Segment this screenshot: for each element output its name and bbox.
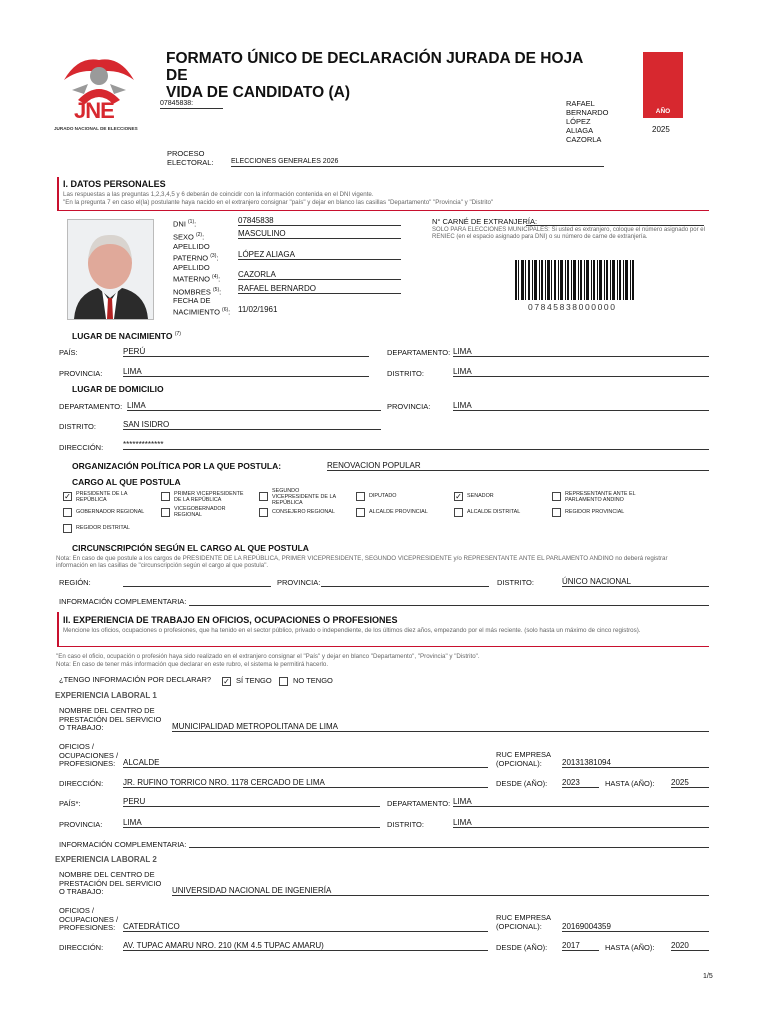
exp2-ruc-label bbox=[496, 914, 551, 931]
exp1-pais-field: PERU bbox=[123, 797, 380, 807]
fecha-superscript: (6) bbox=[222, 306, 229, 313]
exp1-prov-field: LIMA bbox=[123, 818, 380, 828]
exp1-oficio-label-1: OFICIOS / bbox=[59, 742, 95, 751]
exp1-dist-field: LIMA bbox=[453, 818, 709, 828]
yes-label: SÍ TENGO bbox=[236, 676, 272, 685]
dom-depto-label: DEPARTAMENTO: bbox=[59, 402, 123, 411]
exp1-info-field bbox=[189, 838, 709, 848]
exp1-hasta-label: HASTA (AÑO): bbox=[605, 779, 655, 788]
exp1-centro-label bbox=[59, 707, 161, 733]
exp1-pais-label: PAÍS*: bbox=[59, 799, 81, 808]
no-checkbox[interactable] bbox=[279, 677, 288, 686]
info-label: INFORMACIÓN COMPLEMENTARIA: bbox=[59, 597, 187, 606]
jne-brand: JNE bbox=[74, 98, 114, 123]
prov-field: LIMA bbox=[123, 367, 369, 377]
section2-header bbox=[57, 612, 709, 647]
lugar-nac-superscript: (7) bbox=[174, 331, 181, 338]
exp1-dist-label: DISTRITO: bbox=[387, 820, 424, 829]
exp2-oficio-label-1: OFICIOS / bbox=[59, 906, 95, 915]
exp1-info-label: INFORMACIÓN COMPLEMENTARIA: bbox=[59, 840, 187, 849]
dist-label: DISTRITO: bbox=[387, 369, 424, 378]
exp2-centro-field: UNIVERSIDAD NACIONAL DE INGENIERÍA bbox=[172, 886, 709, 896]
exp2-oficio-label-3: PROFESIONES: bbox=[59, 923, 116, 932]
exp2-hasta-field: 2020 bbox=[671, 941, 709, 951]
exp1-ruc-label-1: RUC EMPRESA bbox=[496, 750, 552, 759]
name-part: ALIAGA bbox=[566, 126, 594, 135]
section1-header bbox=[57, 177, 709, 211]
exp2-ruc-label-2: (OPCIONAL): bbox=[496, 921, 542, 931]
checkbox[interactable] bbox=[259, 508, 268, 517]
year-value: 2025 bbox=[652, 125, 670, 134]
sexo-label-text: SEXO bbox=[173, 232, 194, 242]
checkbox-label: VICEGOBERNADOR REGIONAL bbox=[174, 506, 226, 518]
dni-label: DNI $^{(1)}$: bbox=[173, 219, 197, 229]
ap-mat-field: CAZORLA bbox=[238, 270, 401, 280]
process-label-2: ELECTORAL: bbox=[167, 157, 214, 167]
sexo-superscript: (2) bbox=[195, 232, 203, 238]
exp2-centro-label-1: NOMBRE DEL CENTRO DE bbox=[59, 870, 155, 879]
region-field bbox=[123, 577, 271, 587]
exp2-dir-field: AV. TUPAC AMARU NRO. 210 (KM 4.5 TUPAC AMARU) bbox=[123, 941, 488, 951]
depto-label: DEPARTAMENTO: bbox=[387, 348, 451, 357]
fecha-label: FECHA DE NACIMIENTO $^{(6)}$: bbox=[173, 296, 231, 316]
exp2-centro-label-3: O TRABAJO: bbox=[59, 887, 104, 896]
nombres-superscript: (5) bbox=[213, 287, 220, 293]
year-tab bbox=[643, 52, 683, 118]
section1-title: I. DATOS PERSONALES bbox=[63, 179, 166, 189]
checkbox-label: SENADOR bbox=[467, 493, 494, 499]
nombres-label-text: NOMBRES bbox=[173, 287, 211, 297]
checkbox-label: GOBERNADOR REGIONAL bbox=[76, 509, 145, 515]
checkbox[interactable] bbox=[63, 524, 72, 533]
exp1-title: EXPERIENCIA LABORAL 1 bbox=[55, 691, 157, 700]
year-label: AÑO bbox=[655, 108, 671, 115]
dom-dir-label: DIRECCIÓN: bbox=[59, 443, 104, 452]
dni-label-text: DNI bbox=[173, 219, 186, 229]
exp1-centro-label-1: NOMBRE DEL CENTRO DE bbox=[59, 706, 155, 715]
exp1-dir-label: DIRECCIÓN: bbox=[59, 779, 104, 788]
exp1-ruc-label bbox=[496, 751, 551, 768]
circ-dist-field: ÚNICO NACIONAL bbox=[562, 577, 709, 587]
exp2-ruc-field: 20169004359 bbox=[562, 922, 709, 932]
name-part: RAFAEL bbox=[566, 99, 595, 108]
exp2-dir-label: DIRECCIÓN: bbox=[59, 943, 104, 952]
org-field: RENOVACION POPULAR bbox=[327, 461, 709, 471]
exp2-oficio-label-2: OCUPACIONES / bbox=[59, 914, 119, 924]
ap-pat-label-2: PATERNO bbox=[173, 253, 209, 262]
no-label: NO TENGO bbox=[293, 676, 333, 685]
ap-mat-superscript: (4) bbox=[212, 273, 219, 280]
checkbox[interactable] bbox=[63, 508, 72, 517]
exp1-depto-label: DEPARTAMENTO: bbox=[387, 799, 451, 808]
circ-dist-label: DISTRITO: bbox=[497, 578, 534, 587]
exp2-centro-label bbox=[59, 871, 161, 897]
exp1-desde-label: DESDE (AÑO): bbox=[496, 779, 548, 788]
checkbox-label: DIPUTADO bbox=[369, 493, 397, 499]
declare-question: ¿TENGO INFORMACIÓN POR DECLARAR? bbox=[59, 675, 212, 684]
exp1-dir-field: JR. RUFINO TORRICO NRO. 1178 CERCADO DE LIMA bbox=[123, 778, 488, 788]
section2-note3: Nota: En caso de tener más información que declarar en este rubro, el sistema le permitirá hacerlo. bbox=[56, 661, 329, 668]
pais-label: PAÍS: bbox=[59, 348, 78, 357]
checkbox-label: SEGUNDO VICEPRESIDENTE DE LA REPÚBLICA bbox=[272, 488, 336, 506]
exp2-title: EXPERIENCIA LABORAL 2 bbox=[55, 855, 157, 864]
section2-note1: Mencione los oficios, ocupaciones o profesiones, que ha tenido en el sector público, privado o independiente, de los últimos diez años, empezando por el más reciente. (solo hasta un máximo de cinco registros). bbox=[63, 627, 641, 634]
info-field bbox=[189, 596, 709, 606]
title-line-1: FORMATO ÚNICO DE DECLARACIÓN JURADA DE HOJA DE bbox=[166, 50, 583, 84]
nombres-field: RAFAEL BERNARDO bbox=[238, 284, 401, 294]
section1-note1: Las respuestas a las preguntas 1,2,3,4,5 y 6 deberán de coincidir con la información contenida en el DNI vigente. bbox=[63, 191, 374, 198]
barcode-icon bbox=[515, 260, 635, 300]
header-code: 07845838: bbox=[160, 99, 223, 109]
exp1-oficio-label-3: PROFESIONES: bbox=[59, 759, 116, 768]
section2-title: II. EXPERIENCIA DE TRABAJO EN OFICIOS, OCUPACIONES O PROFESIONES bbox=[63, 615, 398, 625]
yes-checkbox[interactable]: ✓ bbox=[223, 677, 230, 686]
circ-title: CIRCUNSCRIPCIÓN SEGÚN EL CARGO AL QUE POSTULA bbox=[72, 543, 309, 553]
carne-note: SOLO PARA ELECCIONES MUNICIPALES: Si usted es extranjero, coloque el número asignado por el RENIEC (en el espacio asignado para DNI) o su número de carne de extranjería. bbox=[432, 227, 705, 240]
checkbox[interactable] bbox=[552, 492, 561, 501]
exp1-desde-field: 2023 bbox=[562, 778, 599, 788]
ap-pat-field: LÓPEZ ALIAGA bbox=[238, 250, 401, 260]
fecha-label-1: FECHA DE bbox=[173, 296, 211, 305]
dom-dist-label: DISTRITO: bbox=[59, 422, 96, 431]
pais-field: PERÚ bbox=[123, 347, 369, 357]
ap-mat-label: APELLIDO MATERNO $^{(4)}$: bbox=[173, 263, 221, 283]
exp2-hasta-label: HASTA (AÑO): bbox=[605, 943, 655, 952]
checkbox[interactable] bbox=[356, 492, 365, 501]
fecha-label-2: NACIMIENTO bbox=[173, 307, 220, 316]
section2-note2: "En caso el oficio, ocupación o profesión haya sido realizado en el extranjero consignar el "País" y dejar en blanco "Departamento", "Provincia" y "Distrito". bbox=[56, 653, 480, 660]
checkbox[interactable] bbox=[552, 508, 561, 517]
jne-logo bbox=[54, 50, 140, 136]
candidate-photo bbox=[67, 219, 154, 320]
barcode bbox=[515, 260, 635, 300]
org-label: ORGANIZACIÓN POLÍTICA POR LA QUE POSTULA: bbox=[72, 461, 282, 471]
page-title bbox=[166, 50, 606, 101]
name-part: LÓPEZ bbox=[566, 117, 591, 126]
checkbox[interactable] bbox=[454, 508, 463, 517]
exp2-oficio-label bbox=[59, 907, 118, 933]
fecha-field: 11/02/1961 bbox=[238, 305, 278, 314]
carne-field bbox=[526, 216, 704, 226]
checkbox[interactable]: ✓ bbox=[455, 492, 462, 501]
exp2-desde-field: 2017 bbox=[562, 941, 599, 951]
dom-dir-field: ************* bbox=[123, 440, 709, 450]
process-label bbox=[167, 150, 214, 167]
exp1-oficio-label bbox=[59, 743, 118, 769]
ap-pat-superscript: (3) bbox=[210, 252, 217, 259]
exp1-depto-field: LIMA bbox=[453, 797, 709, 807]
exp1-ruc-label-2: (OPCIONAL): bbox=[496, 758, 542, 768]
lugar-nacimiento-title bbox=[72, 331, 181, 341]
checkbox-label: REGIDOR DISTRITAL bbox=[76, 525, 130, 531]
process-label-1: PROCESO bbox=[167, 149, 205, 158]
checkbox-label: REPRESENTANTE ANTE EL PARLAMENTO ANDINO bbox=[565, 491, 636, 503]
exp2-desde-label: DESDE (AÑO): bbox=[496, 943, 548, 952]
ap-pat-label-1: APELLIDO bbox=[173, 242, 210, 251]
checkbox[interactable] bbox=[161, 492, 170, 501]
sexo-field: MASCULINO bbox=[238, 229, 401, 239]
page-number: 1/5 bbox=[703, 973, 713, 980]
ap-mat-label-2: MATERNO bbox=[173, 274, 210, 283]
ap-mat-label-1: APELLIDO bbox=[173, 263, 210, 272]
exp2-oficio-field: CATEDRÁTICO bbox=[123, 922, 488, 932]
dom-dist-field: SAN ISIDRO bbox=[123, 420, 381, 430]
sexo-label: SEXO $^{(2)}$: bbox=[173, 232, 205, 242]
dom-prov-field: LIMA bbox=[453, 401, 709, 411]
exp1-oficio-label-2: OCUPACIONES / bbox=[59, 750, 119, 760]
lugar-nac-text: LUGAR DE NACIMIENTO bbox=[72, 331, 173, 341]
circ-prov-label: PROVINCIA: bbox=[277, 578, 321, 587]
ap-pat-label: APELLIDO PATERNO $^{(3)}$: bbox=[173, 242, 219, 262]
checkbox-label: ALCALDE DISTRITAL bbox=[467, 509, 521, 515]
dom-prov-label: PROVINCIA: bbox=[387, 402, 431, 411]
circ-note: Nota: En caso de que postule a los cargos de PRESIDENTE DE LA REPÚBLICA, PRIMER VICEPRESIDENTE, SEGUNDO VICEPRESIDENTE y/o REPRESENTANTE ANTE EL PARLAMENTO ANDINO no deberá registrar información en las casillas de "circunscripción según el cargo al que postula". bbox=[56, 555, 668, 570]
exp1-centro-label-2: PRESTACIÓN DEL SERVICIO bbox=[59, 714, 162, 724]
region-label: REGIÓN: bbox=[59, 578, 91, 587]
checkbox[interactable] bbox=[161, 508, 170, 517]
dni-superscript: (1) bbox=[188, 219, 195, 225]
name-part: CAZORLA bbox=[566, 135, 602, 144]
checkbox[interactable]: ✓ bbox=[64, 492, 71, 501]
checkbox-label: PRIMER VICEPRESIDENTE DE LA REPÚBLICA bbox=[174, 491, 244, 503]
prov-label: PROVINCIA: bbox=[59, 369, 103, 378]
circ-prov-field bbox=[321, 577, 489, 587]
person-photo-icon bbox=[68, 220, 153, 319]
process-value: ELECCIONES GENERALES 2026 bbox=[231, 157, 604, 167]
exp1-centro-field: MUNICIPALIDAD METROPOLITANA DE LIMA bbox=[172, 722, 709, 732]
name-part: BERNARDO bbox=[566, 108, 609, 117]
dom-depto-field: LIMA bbox=[127, 401, 381, 411]
nombres-label: NOMBRES $^{(5)}$: bbox=[173, 287, 222, 297]
exp2-ruc-label-1: RUC EMPRESA bbox=[496, 913, 552, 922]
domicilio-title: LUGAR DE DOMICILIO bbox=[72, 384, 164, 394]
cargo-title: CARGO AL QUE POSTULA bbox=[72, 477, 181, 487]
exp1-centro-label-3: O TRABAJO: bbox=[59, 723, 104, 732]
checkbox-label: PRESIDENTE DE LA REPÚBLICA bbox=[76, 491, 128, 503]
carne-label: N° CARNÉ DE EXTRANJERÍA: bbox=[432, 217, 538, 226]
exp1-hasta-field: 2025 bbox=[671, 778, 709, 788]
exp1-prov-label: PROVINCIA: bbox=[59, 820, 103, 829]
candidate-name bbox=[566, 99, 609, 144]
checkbox[interactable] bbox=[356, 508, 365, 517]
dni-field: 07845838 bbox=[238, 216, 401, 226]
checkbox[interactable] bbox=[259, 492, 268, 501]
exp1-ruc-field: 20131381094 bbox=[562, 758, 709, 768]
jne-subtitle: JURADO NACIONAL DE ELECCIONES bbox=[54, 126, 138, 131]
checkbox-label: ALCALDE PROVINCIAL bbox=[369, 509, 428, 515]
section1-note2: "En la pregunta 7 en caso el(la) postulante haya nacido en el extranjero consignar "país" y dejar en blanco las casillas "Departamento" "Provincia" y "Distrito" bbox=[63, 199, 494, 206]
checkbox-label: REGIDOR PROVINCIAL bbox=[565, 509, 625, 515]
dist-field: LIMA bbox=[453, 367, 709, 377]
depto-field: LIMA bbox=[453, 347, 709, 357]
title-line-2: VIDA DE CANDIDATO (A) bbox=[166, 84, 350, 101]
exp2-centro-label-2: PRESTACIÓN DEL SERVICIO bbox=[59, 878, 162, 888]
barcode-number: 07845838000000 bbox=[528, 302, 617, 312]
checkbox-label: CONSEJERO REGIONAL bbox=[272, 509, 335, 515]
exp1-oficio-field: ALCALDE bbox=[123, 758, 488, 768]
